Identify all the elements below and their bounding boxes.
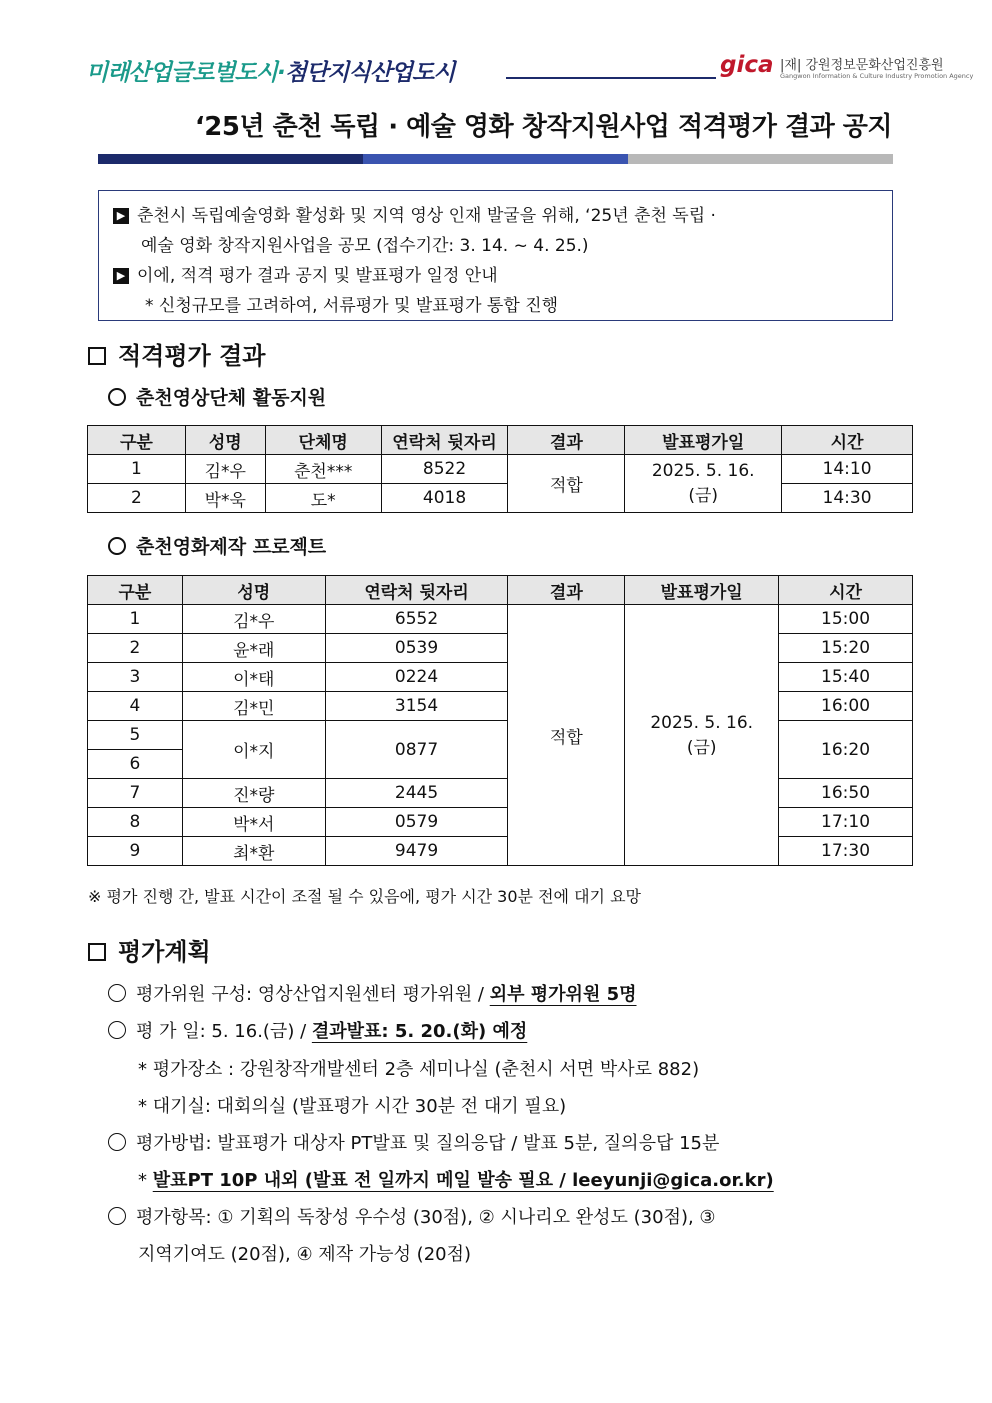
plan-item-pt-requirement: * 발표PT 10P 내외 (발표 전 일까지 메일 발송 필요 / leeyunji@gica.or.kr) [138,1170,774,1191]
table-row: 2 박*욱 도* 4018 14:30 [88,484,913,513]
slogan [86,54,454,87]
col-header: 구분 [88,426,186,455]
plan-item-date: 평 가 일: 5. 16.(금) / 결과발표: 5. 20.(화) 예정 [108,1017,527,1043]
table-row: 7 진*량 2445 16:50 [88,779,913,808]
result-cell: 적합 [508,455,625,513]
col-header: 결과 [508,426,625,455]
notice-line-4: * 신청규모를 고려하여, 서류평가 및 발표평가 통합 진행 [145,296,559,316]
document-header [86,50,974,90]
col-header: 시간 [782,426,913,455]
slogan-underline [506,77,716,79]
circle-bullet-icon [108,984,126,1002]
logo-org-name: |재| 강원정보문화산업진흥원 [780,58,944,73]
table-row: 9 최*환 9479 17:30 [88,837,913,866]
circle-bullet-icon [108,388,126,406]
col-header: 발표평가일 [625,426,782,455]
arrow-box-icon: ▶ [113,208,129,224]
logo-english-name: Gangwon Information & Culture Industry Promotion Agency [780,72,974,80]
table-row: 1 김*우 춘천*** 8522 적합 2025. 5. 16. (금) 14:10 [88,455,913,484]
col-header: 결과 [508,576,625,605]
table-row: 5 이*지 0877 16:20 [88,721,913,750]
schedule-note: ※ 평가 진행 간, 발표 시간이 조절 될 수 있음에, 평가 시간 30분 전에 대기 요망 [88,887,641,906]
circle-bullet-icon [108,1207,126,1225]
checkbox-square-icon [88,943,106,961]
divider-segment-gray [628,154,893,164]
slogan-part1: 미래산업글로벌도시· [86,60,285,86]
col-header: 시간 [779,576,913,605]
gica-logo [720,52,974,86]
notice-line-2: 예술 영화 창작지원사업을 공모 (접수기간: 3. 14. ~ 4. 25.) [141,236,589,256]
plan-item-committee: 평가위원 구성: 영상산업지원센터 평가위원 / 외부 평가위원 5명 [108,980,637,1006]
result-cell: 적합 [508,605,625,866]
circle-bullet-icon [108,537,126,555]
col-header: 성명 [185,426,265,455]
section-heading-plan: 평가계획 [88,932,211,967]
date-cell: 2025. 5. 16. (금) [625,605,779,866]
plan-item-method: 평가방법: 발표평가 대상자 PT발표 및 질의응답 / 발표 5분, 질의응답 15분 [108,1129,719,1155]
plan-item-criteria-cont: 지역기여도 (20점), ④ 제작 가능성 (20점) [138,1244,472,1265]
col-header: 성명 [182,576,325,605]
plan-item-waiting-room: * 대기실: 대회의실 (발표평가 시간 30분 전 대기 필요) [138,1096,567,1117]
divider-segment-blue [363,154,628,164]
divider-segment-navy [98,154,363,164]
groups-table [87,425,913,513]
col-header: 연락처 뒷자리 [381,426,508,455]
plan-item-criteria: 평가항목: ① 기획의 독창성 우수성 (30점), ② 시나리오 완성도 (30점), ③ [108,1203,716,1229]
table-row: 3 이*태 0224 15:40 [88,663,913,692]
table-row: 2 윤*래 0539 15:20 [88,634,913,663]
slogan-part2: 첨단지식산업도시 [284,60,455,86]
table-row: 6 [88,750,913,779]
subsection-heading-groups: 춘천영상단체 활동지원 [108,383,326,410]
plan-item-venue: * 평가장소 : 강원창작개발센터 2층 세미나실 (춘천시 서면 박사로 882) [138,1059,700,1080]
table-row: 8 박*서 0579 17:10 [88,808,913,837]
circle-bullet-icon [108,1133,126,1151]
notice-line-1: 춘천시 독립예술영화 활성화 및 지역 영상 인재 발굴을 위해, ‘25년 춘천 독립 · [137,206,716,226]
title-divider [98,154,893,164]
col-header: 단체명 [265,426,381,455]
col-header: 연락처 뒷자리 [325,576,508,605]
table-header-row [88,426,913,455]
table-header-row [88,576,913,605]
table-row: 4 김*민 3154 16:00 [88,692,913,721]
notice-box [98,190,893,321]
date-cell: 2025. 5. 16. (금) [625,455,782,513]
subsection-heading-projects: 춘천영화제작 프로젝트 [108,532,326,559]
circle-bullet-icon [108,1021,126,1039]
projects-table [87,575,913,866]
arrow-box-icon: ▶ [113,268,129,284]
logo-mark: gica [720,52,774,78]
section-heading-results: 적격평가 결과 [88,336,265,371]
checkbox-square-icon [88,347,106,365]
table-row: 1 김*우 6552 적합 2025. 5. 16. (금) 15:00 [88,605,913,634]
notice-line-3: 이에, 적격 평가 결과 공지 및 발표평가 일정 안내 [137,266,498,286]
col-header: 구분 [88,576,183,605]
col-header: 발표평가일 [625,576,779,605]
page-title: ‘25년 춘천 독립 · 예술 영화 창작지원사업 적격평가 결과 공지 [194,112,892,142]
